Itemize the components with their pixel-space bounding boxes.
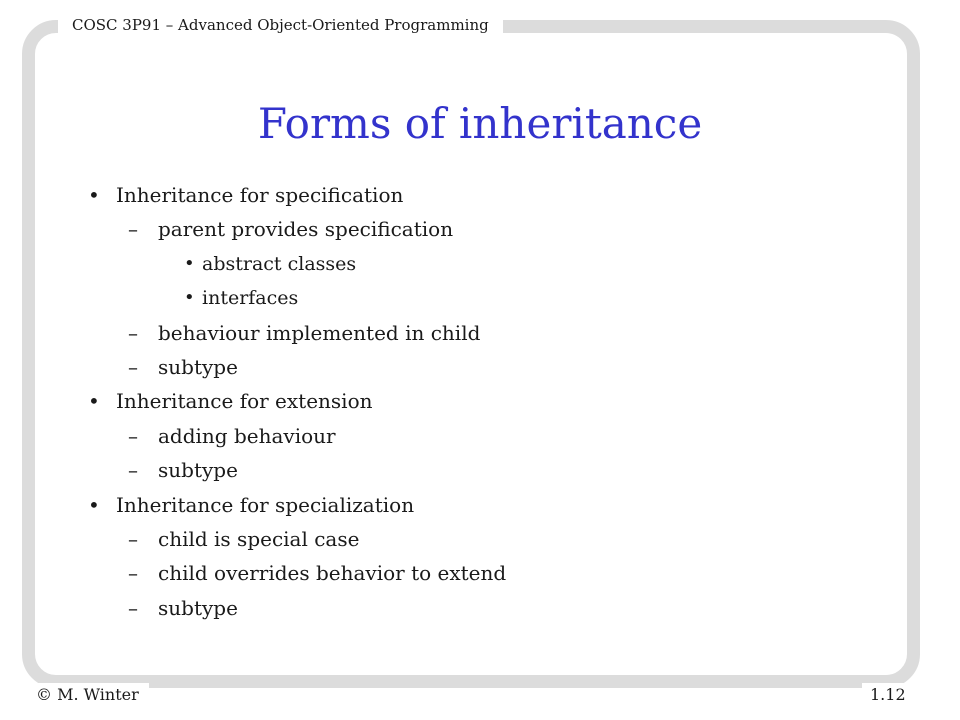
- bullet-text: Inheritance for extension: [116, 389, 373, 414]
- sub-item: [88, 522, 868, 556]
- sub-item-text: subtype: [158, 458, 238, 483]
- slide-title: Forms of inheritance: [257, 99, 703, 148]
- sub-item: [88, 350, 868, 384]
- sub-sub-item: [88, 247, 868, 281]
- bullet-marker: •: [184, 287, 195, 309]
- sub-item-text: child is special case: [158, 526, 360, 551]
- dash-marker: –: [128, 423, 138, 448]
- sub-item-text: adding behaviour: [158, 423, 336, 448]
- sub-sub-item-text: abstract classes: [202, 252, 357, 275]
- sub-item-text: child overrides behavior to extend: [158, 561, 507, 586]
- sub-item-text: behaviour implemented in child: [158, 320, 481, 345]
- dash-marker: –: [128, 458, 138, 483]
- sub-item: [88, 556, 868, 590]
- bullet-marker: •: [88, 183, 100, 207]
- dash-marker: –: [128, 561, 138, 586]
- sub-item: [88, 212, 868, 246]
- bullet-item: [88, 488, 868, 522]
- sub-sub-item-text: interfaces: [202, 287, 299, 310]
- sub-item: [88, 419, 868, 453]
- sub-item: [88, 591, 868, 625]
- dash-marker: –: [128, 526, 138, 551]
- page-number: 1.12: [862, 683, 914, 707]
- bullet-marker: •: [88, 389, 100, 414]
- dash-marker: –: [128, 595, 138, 620]
- sub-sub-item: [88, 281, 868, 315]
- sub-item-text: subtype: [158, 595, 238, 620]
- bullet-list: [88, 178, 868, 625]
- sub-item-text: parent provides specification: [158, 217, 454, 242]
- sub-item-text: subtype: [158, 354, 238, 379]
- bullet-item: [88, 384, 868, 418]
- dash-marker: –: [128, 354, 138, 379]
- bullet-marker: •: [88, 492, 100, 517]
- bullet-text: Inheritance for specialization: [116, 492, 415, 517]
- dash-marker: –: [128, 217, 138, 242]
- bullet-text: Inheritance for specification: [116, 183, 404, 207]
- course-header: COSC 3P91 – Advanced Object-Oriented Programming: [58, 14, 503, 36]
- sub-item: [88, 453, 868, 487]
- author-footer: © M. Winter: [26, 683, 149, 707]
- bullet-item: [88, 178, 868, 212]
- dash-marker: –: [128, 320, 138, 345]
- sub-item: [88, 316, 868, 350]
- bullet-marker: •: [184, 252, 195, 274]
